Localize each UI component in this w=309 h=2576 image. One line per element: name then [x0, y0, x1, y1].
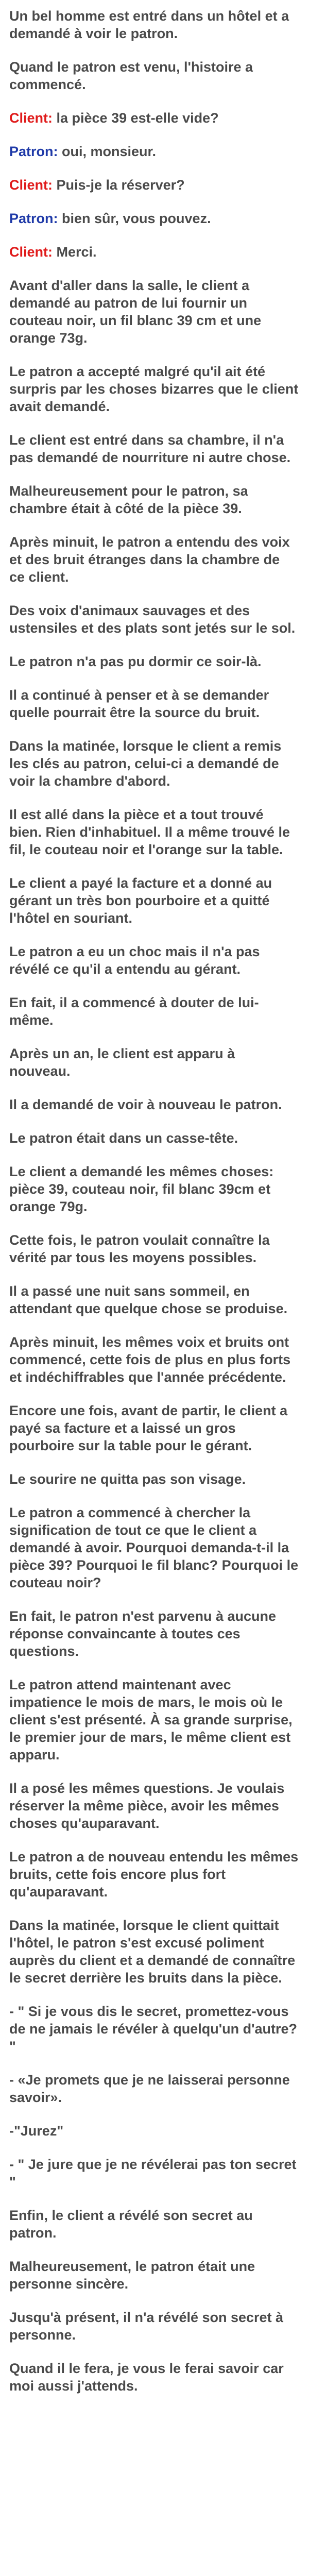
story-paragraph: Le client a payé la facture et a donné au gérant un très bon pourboire et a quitté l'hôtel en souriant.: [9, 875, 272, 926]
story-paragraph: Le patron a commencé à chercher la signification de tout ce que le client a demandé à avoir. Pourquoi demanda-t-il la pièce 39? Pourquoi le fil blanc? Pourquoi le couteau noir?: [9, 1505, 299, 1590]
story-paragraph: Un bel homme est entré dans un hôtel et a demandé à voir le patron.: [9, 8, 289, 41]
story-paragraph: Enfin, le client a révélé son secret au patron.: [9, 2208, 253, 2241]
speaker-patron: Patron:: [9, 211, 58, 226]
story-paragraph: Des voix d'animaux sauvages et des ustensiles et des plats sont jetés sur le sol.: [9, 603, 296, 636]
dialogue-quote: -"Jurez": [9, 2123, 64, 2139]
story-paragraph: Il a demandé de voir à nouveau le patron.: [9, 1097, 282, 1112]
story-paragraph: En fait, le patron n'est parvenu à aucune réponse convaincante à toutes ces questions.: [9, 1608, 277, 1659]
story-paragraph: Malheureusement pour le patron, sa chambre était à côté de la pièce 39.: [9, 483, 248, 516]
story-paragraph: Après minuit, le patron a entendu des voix et des bruit étranges dans la chambre de ce client.: [9, 534, 290, 585]
story-paragraph: Cette fois, le patron voulait connaître la vérité par tous les moyens possibles.: [9, 1232, 270, 1265]
story-paragraph: Il a posé les mêmes questions. Je voulais réserver la même pièce, avoir les mêmes choses qu'auparavant.: [9, 1781, 285, 1831]
story-paragraph: Dans la matinée, lorsque le client quittait l'hôtel, le patron s'est excusé poliment auprès du client et a demandé de connaître le secret derrière les bruits dans la pièce.: [9, 1918, 296, 1986]
speaker-client: Client:: [9, 177, 53, 193]
story-paragraph: Le sourire ne quitta pas son visage.: [9, 1471, 246, 1487]
dialogue-line: Client: Puis-je la réserver?: [9, 177, 185, 193]
story-paragraph: Quand il le fera, je vous le ferai savoir car moi aussi j'attends.: [9, 2361, 284, 2394]
dialogue-quote: - " Je jure que je ne révélerai pas ton secret ": [9, 2157, 297, 2190]
story-paragraph: Le client a demandé les mêmes choses: pièce 39, couteau noir, fil blanc 39cm et orange 79g.: [9, 1164, 274, 1214]
speaker-client: Client:: [9, 110, 53, 126]
story-paragraph: Le patron a eu un choc mais il n'a pas révélé ce qu'il a entendu au gérant.: [9, 944, 260, 977]
story-paragraph: Le patron attend maintenant avec impatience le mois de mars, le mois où le client s'est présenté. À sa grande surprise, le premier jour de mars, le même client est apparu.: [9, 1677, 293, 1762]
dialogue-line: Client: la pièce 39 est-elle vide?: [9, 110, 219, 126]
story-paragraph: Avant d'aller dans la salle, le client a demandé au patron de lui fournir un couteau noir, un fil blanc 39 cm et une orange 73g.: [9, 278, 262, 346]
story-paragraph: Il a passé une nuit sans sommeil, en attendant que quelque chose se produise.: [9, 1283, 288, 1316]
story-paragraph: Il a continué à penser et à se demander quelle pourrait être la source du bruit.: [9, 687, 269, 720]
story-paragraph: Le client est entré dans sa chambre, il n'a pas demandé de nourriture ni autre chose.: [9, 432, 291, 465]
dialogue-quote: - " Si je vous dis le secret, promettez-vous de ne jamais le révéler à quelqu'un d'autre? ": [9, 2004, 298, 2054]
dialogue-line: Patron: oui, monsieur.: [9, 144, 157, 159]
story-paragraph: Après un an, le client est apparu à nouveau.: [9, 1046, 235, 1079]
story-paragraph: Le patron était dans un casse-tête.: [9, 1130, 238, 1146]
dialogue-line: Patron: bien sûr, vous pouvez.: [9, 211, 211, 226]
story-paragraph: Le patron a accepté malgré qu'il ait été surpris par les choses bizarres que le client avait demandé.: [9, 364, 299, 414]
story-paragraph: Le patron a de nouveau entendu les mêmes bruits, cette fois encore plus fort qu'auparavant.: [9, 1849, 299, 1900]
story-paragraph: Le patron n'a pas pu dormir ce soir-là.: [9, 654, 262, 669]
story-paragraph: Jusqu'à présent, il n'a révélé son secret à personne.: [9, 2310, 284, 2343]
dialogue-line: Client: Merci.: [9, 244, 97, 260]
story-paragraph: Il est allé dans la pièce et a tout trouvé bien. Rien d'inhabituel. Il a même trouvé le fil, le couteau noir et l'orange sur la table.: [9, 807, 290, 857]
story-paragraph: Après minuit, les mêmes voix et bruits ont commencé, cette fois de plus en plus forts et indéchiffrables que l'année précédente.: [9, 1334, 291, 1385]
story-paragraph: Dans la matinée, lorsque le client a remis les clés au patron, celui-ci a demandé de voir la chambre d'abord.: [9, 738, 282, 789]
dialogue-quote: - «Je promets que je ne laisserai personne savoir».: [9, 2072, 290, 2105]
story-paragraph: Encore une fois, avant de partir, le client a payé sa facture et a laissé un gros pourboire sur la table pour le gérant.: [9, 1403, 288, 1453]
speaker-client: Client:: [9, 244, 53, 260]
story-paragraph: Malheureusement, le patron était une personne sincère.: [9, 2259, 255, 2292]
story-paragraph: En fait, il a commencé à douter de lui-même.: [9, 995, 259, 1028]
story-paragraph: Quand le patron est venu, l'histoire a commencé.: [9, 59, 253, 92]
speaker-patron: Patron:: [9, 144, 58, 159]
